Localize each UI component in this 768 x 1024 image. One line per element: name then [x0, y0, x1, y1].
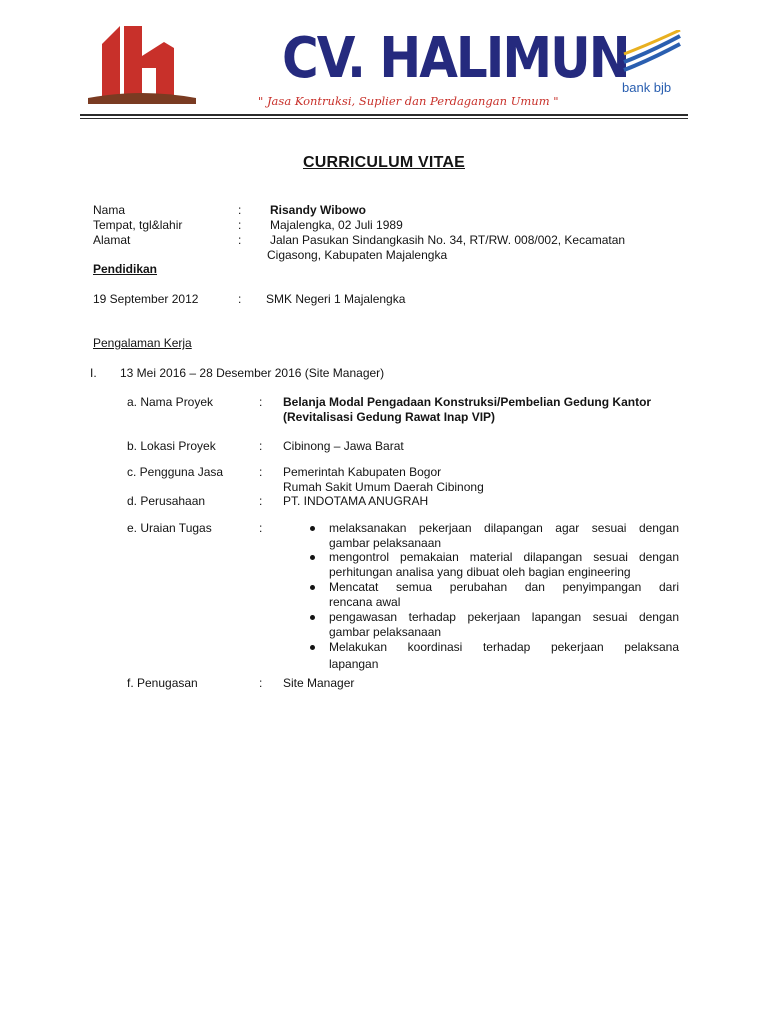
education-separator: :	[238, 292, 242, 306]
bullet-icon	[310, 526, 315, 531]
birth-separator: :	[238, 218, 242, 232]
address-line-1: Jalan Pasukan Sindangkasih No. 34, RT/RW. 008/002, Kecamatan	[270, 233, 626, 247]
duty-2-line-1: mengontrol pemakaian material dilapangan sesuai dengan	[329, 550, 679, 564]
experience-entry-number: I.	[90, 366, 97, 380]
duty-1-line-1: melaksanakan pekerjaan dilapangan agar sesuai dengan	[329, 521, 679, 535]
client-label: c. Pengguna Jasa	[127, 465, 224, 479]
duty-5-line-1: Melakukan koordinasi terhadap pekerjaan pelaksana	[329, 640, 679, 654]
duty-4-line-1: pengawasan terhadap pekerjaan lapangan sesuai dengan	[329, 610, 679, 624]
bullet-icon	[310, 555, 315, 560]
duty-5-line-2: lapangan	[329, 657, 379, 671]
education-date: 19 September 2012	[93, 292, 199, 306]
company-label: d. Perusahaan	[127, 494, 206, 508]
duties-label: e. Uraian Tugas	[127, 521, 212, 535]
duty-3-line-1: Mencatat semua perubahan dan penyimpangan dari	[329, 580, 679, 594]
name-label: Nama	[93, 203, 126, 217]
name-value: Risandy Wibowo	[270, 203, 366, 217]
address-separator: :	[238, 233, 242, 247]
duties-separator: :	[259, 521, 263, 535]
education-heading: Pendidikan	[93, 262, 158, 276]
bank-name: bank bjb	[622, 80, 672, 95]
location-label: b. Lokasi Proyek	[127, 439, 216, 453]
client-line-2: Rumah Sakit Umum Daerah Cibinong	[283, 480, 484, 494]
location-value: Cibinong – Jawa Barat	[283, 439, 404, 453]
duty-1-line-2: gambar pelaksanaan	[329, 536, 442, 550]
birth-value: Majalengka, 02 Juli 1989	[270, 218, 403, 232]
project-label: a. Nama Proyek	[127, 395, 214, 409]
header-divider-thin	[80, 118, 688, 119]
assignment-separator: :	[259, 676, 263, 690]
address-label: Alamat	[93, 233, 131, 247]
assignment-label: f. Penugasan	[127, 676, 198, 690]
birth-label: Tempat, tgl&lahir	[93, 218, 183, 232]
address-line-2: Cigasong, Kabupaten Majalengka	[267, 248, 448, 262]
company-separator: :	[259, 494, 263, 508]
bullet-icon	[310, 585, 315, 590]
company-tagline: " Jasa Kontruksi, Suplier dan Perdagangan Umum "	[258, 94, 559, 108]
client-line-1: Pemerintah Kabupaten Bogor	[283, 465, 442, 479]
bullet-icon	[310, 645, 315, 650]
education-school: SMK Negeri 1 Majalengka	[266, 292, 406, 306]
duty-2-line-2: perhitungan analisa yang dibuat oleh bagian engineering	[329, 565, 631, 579]
header-divider	[80, 114, 688, 116]
location-separator: :	[259, 439, 263, 453]
company-name: CV. HALIMUN	[282, 25, 629, 91]
name-separator: :	[238, 203, 242, 217]
company-value: PT. INDOTAMA ANUGRAH	[283, 494, 429, 508]
project-line-1: Belanja Modal Pengadaan Konstruksi/Pembelian Gedung Kantor	[283, 395, 652, 409]
company-logo-icon	[84, 22, 198, 106]
project-line-2: (Revitalisasi Gedung Rawat Inap VIP)	[283, 410, 496, 424]
project-separator: :	[259, 395, 263, 409]
document-title: CURRICULUM VITAE	[302, 154, 465, 171]
experience-entry-period: 13 Mei 2016 – 28 Desember 2016 (Site Manager)	[120, 366, 385, 380]
bank-bjb-logo-icon	[620, 30, 682, 74]
duty-3-line-2: rencana awal	[329, 595, 401, 609]
experience-heading: Pengalaman Kerja	[93, 336, 192, 350]
assignment-value: Site Manager	[283, 676, 355, 690]
duty-4-line-2: gambar pelaksanaan	[329, 625, 442, 639]
bullet-icon	[310, 615, 315, 620]
client-separator: :	[259, 465, 263, 479]
